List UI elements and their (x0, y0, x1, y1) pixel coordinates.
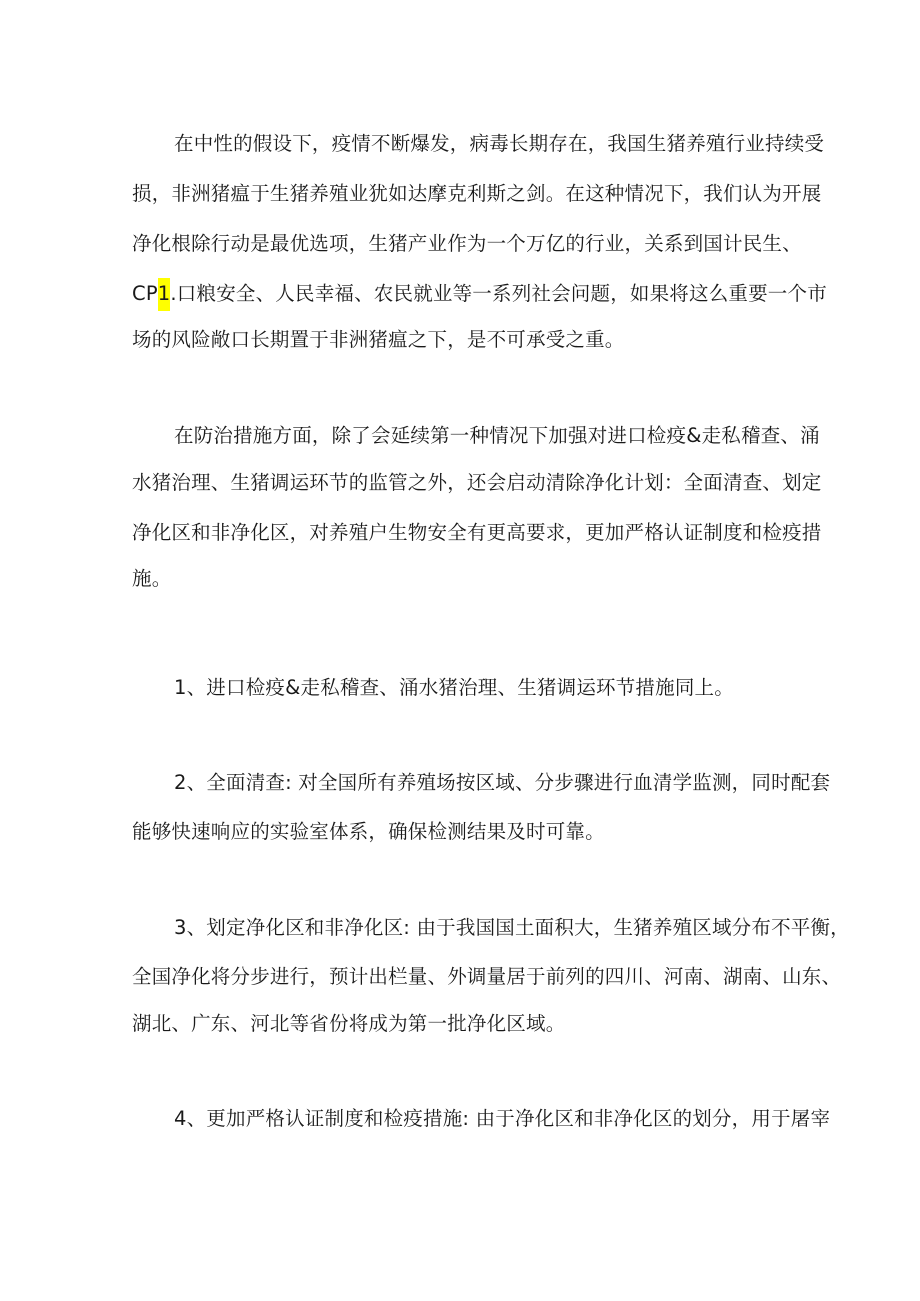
paragraph-2-line-2: 水猪治理、生猪调运环节的监管之外，还会启动清除净化计划：全面清查、划定 (132, 471, 822, 494)
paragraph-1-line-1: 在中性的假设下，疫情不断爆发，病毒长期存在，我国生猪养殖行业持续受 (174, 132, 825, 155)
list-item-3-line-1: 3、划定净化区和非净化区: 由于我国国土面积大，生猪养殖区域分布不平衡， (174, 916, 850, 939)
list-item-3-line-2: 全国净化将分步进行，预计出栏量、外调量居于前列的四川、河南、湖南、山东、 (132, 965, 842, 988)
paragraph-2-line-4: 施。 (132, 567, 172, 590)
list-item-4-line-1: 4、更加严格认证制度和检疫措施: 由于净化区和非净化区的划分，用于屠宰 (174, 1107, 831, 1130)
text-suffix: .口粮安全、人民幸福、农民就业等一系列社会问题，如果将这么重要一个市 (170, 282, 827, 305)
list-item-2-line-2: 能够快速响应的实验室体系，确保检测结果及时可靠。 (132, 820, 605, 843)
text-prefix: CP (132, 282, 158, 305)
paragraph-1-line-5: 场的风险敞口长期置于非洲猪瘟之下，是不可承受之重。 (132, 328, 625, 351)
paragraph-1-line-4 (132, 281, 827, 307)
list-item-3-line-3: 湖北、广东、河北等省份将成为第一批净化区域。 (132, 1012, 566, 1035)
paragraph-2-line-1: 在防治措施方面，除了会延续第一种情况下加强对进口检疫&走私稽查、涌 (174, 424, 820, 447)
highlighted-text: 1 (158, 278, 171, 311)
paragraph-1-line-3: 净化根除行动是最优选项，生猪产业作为一个万亿的行业，关系到国计民生、 (132, 232, 802, 255)
paragraph-1-line-2: 损，非洲猪瘟于生猪养殖业犹如达摩克利斯之剑。在这种情况下，我们认为开展 (132, 182, 822, 205)
list-item-2-line-1: 2、全面清查: 对全国所有养殖场按区域、分步骤进行血清学监测，同时配套 (174, 771, 831, 794)
list-item-1: 1、进口检疫&走私稽查、涌水猪治理、生猪调运环节措施同上。 (174, 676, 734, 699)
paragraph-2-line-3: 净化区和非净化区，对养殖户生物安全有更高要求，更加严格认证制度和检疫措 (132, 521, 822, 544)
